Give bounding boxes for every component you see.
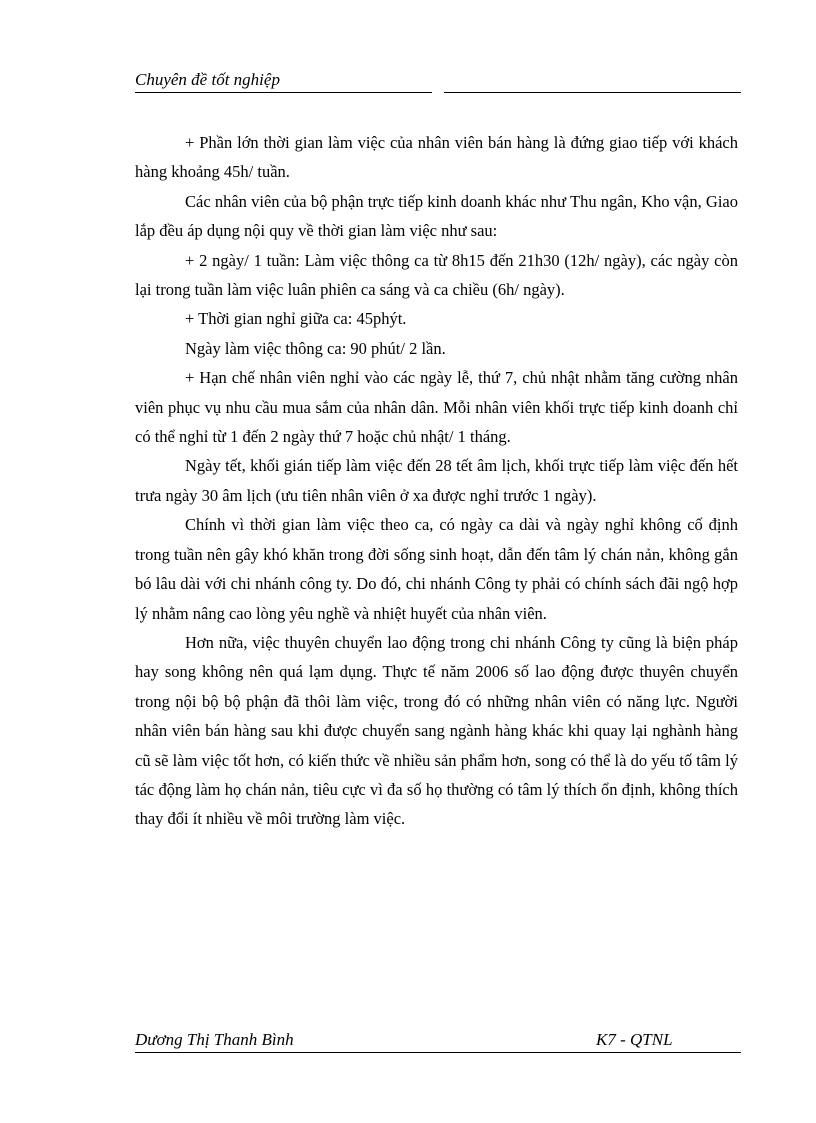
footer-class: K7 - QTNL (596, 1030, 673, 1049)
paragraph: + Phần lớn thời gian làm việc của nhân viên bán hàng là đứng giao tiếp với khách hàng khoảng 45h/ tuần. (135, 133, 738, 182)
page-footer (135, 1030, 741, 1056)
header-rule-right (444, 92, 741, 93)
paragraph: + Thời gian nghỉ giữa ca: 45phýt. (185, 309, 407, 329)
paragraph: Hơn nữa, việc thuyên chuyển lao động trong chi nhánh Công ty cũng là biện pháp hay song không nên quá lạm dụng. Thực tế năm 2006 số lao động được thuyên chuyển trong nội bộ bộ phận đã thôi làm việc, trong đó có những nhân viên có năng lực. Người nhân viên bán hàng sau khi được chuyển sang ngành hàng khác khi quay lại nghành hàng cũ sẽ làm việc tốt hơn, có kiến thức về nhiều sản phẩm hơn, song có thể là do yếu tố tâm lý tác động làm họ chán nản, tiêu cực vì đa số họ thường có tâm lý thích ổn định, không thích thay đổi ít nhiều về môi trường làm việc. (135, 632, 738, 829)
paragraph: Ngày tết, khối gián tiếp làm việc đến 28 tết âm lịch, khối trực tiếp làm việc đến hết trưa ngày 30 âm lịch (ưu tiên nhân viên ở xa được nghỉ trước 1 ngày). (135, 456, 738, 505)
page-header (135, 70, 741, 96)
footer-rule (135, 1052, 741, 1053)
header-rule-left (135, 92, 432, 93)
footer-author: Dương Thị Thanh Bình (135, 1030, 294, 1049)
paragraph: Chính vì thời gian làm việc theo ca, có ngày ca dài và ngày nghỉ không cố định trong tuần nên gây khó khăn trong đời sống sinh hoạt, dẫn đến tâm lý chán nản, không gắn bó lâu dài với chi nhánh công ty. Do đó, chi nhánh Công ty phải có chính sách đãi ngộ hợp lý nhằm nâng cao lòng yêu nghề và nhiệt huyết của nhân viên. (135, 515, 738, 623)
paragraph: Các nhân viên của bộ phận trực tiếp kinh doanh khác như Thu ngân, Kho vận, Giao lắp đều áp dụng nội quy về thời gian làm việc như sau: (135, 191, 738, 241)
paragraph: + Hạn chế nhân viên nghỉ vào các ngày lễ, thứ 7, chủ nhật nhằm tăng cường nhân viên phục vụ nhu cầu mua sắm của nhân dân. Mỗi nhân viên khối trực tiếp kinh doanh chỉ có thể nghỉ từ 1 đến 2 ngày thứ 7 hoặc chủ nhật/ 1 tháng. (135, 368, 738, 447)
paragraph: Ngày làm việc thông ca: 90 phút/ 2 lần. (185, 338, 446, 358)
header-title: Chuyên đề tốt nghiệp (135, 70, 280, 89)
paragraph: + 2 ngày/ 1 tuần: Làm việc thông ca từ 8h15 đến 21h30 (12h/ ngày), các ngày còn lại trong tuần làm việc luân phiên ca sáng và ca chiều (6h/ ngày). (135, 250, 738, 300)
document-body (135, 128, 738, 834)
